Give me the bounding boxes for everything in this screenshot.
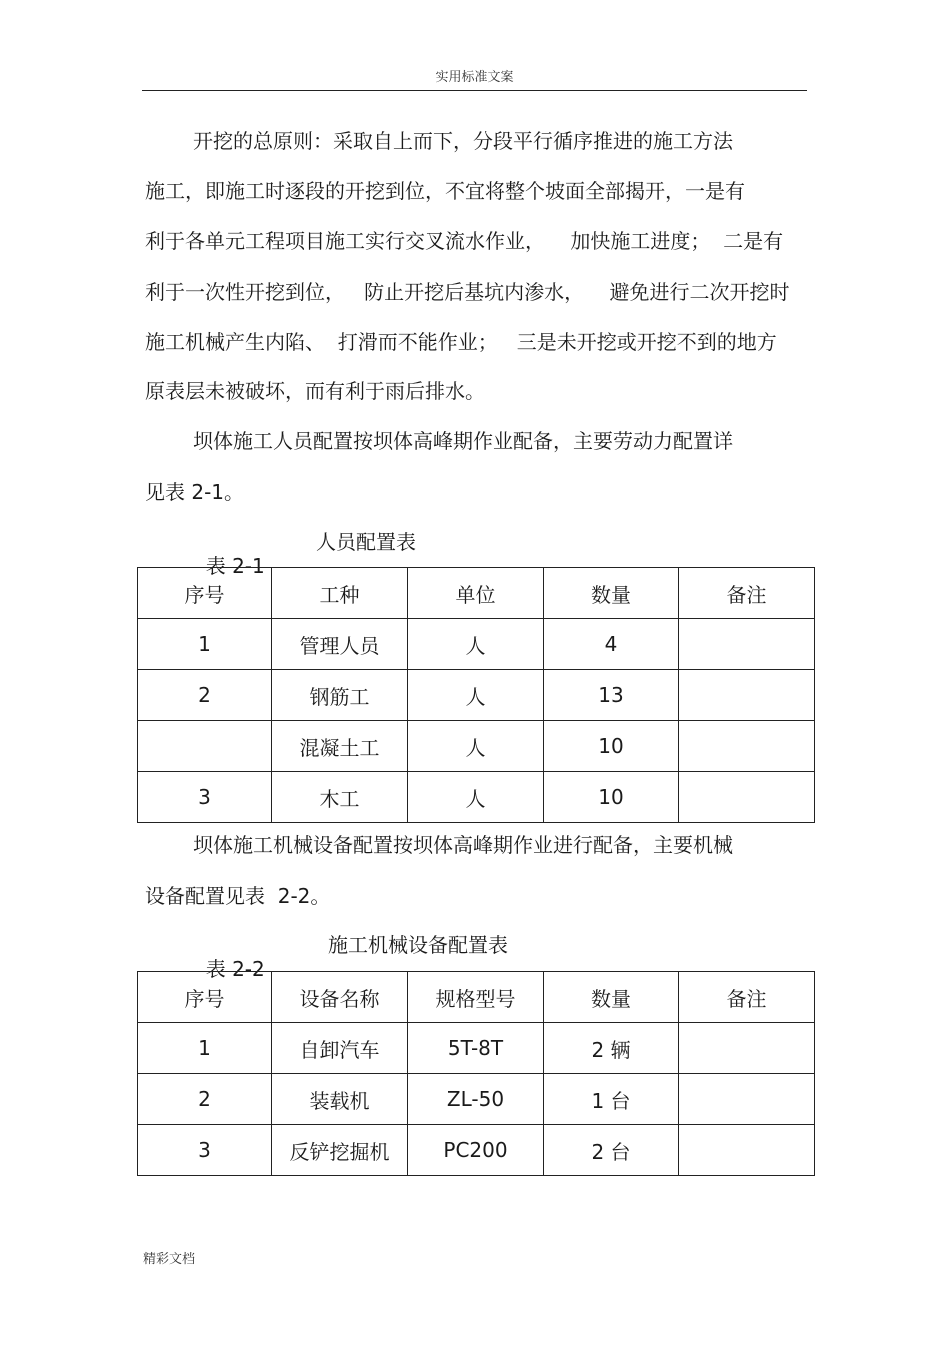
table-cell (679, 772, 815, 823)
table-cell: 人 (408, 721, 544, 772)
page-header: 实用标准文案 (435, 70, 514, 85)
table-cell: 混凝土工 (272, 721, 408, 772)
table-row (138, 1125, 815, 1176)
table-cell: 3 (138, 772, 272, 823)
table-row (138, 1074, 815, 1125)
table-row (138, 772, 815, 823)
header-cell: 规格型号 (408, 972, 544, 1023)
header-cell: 数量 (544, 972, 679, 1023)
table-cell: 13 (544, 670, 679, 721)
table-header-row (138, 972, 815, 1023)
table-cell: 1 台 (544, 1074, 679, 1125)
table-row (138, 1023, 815, 1074)
table-cell: 4 (544, 619, 679, 670)
paragraph-line: 见表 2-1。 (145, 480, 245, 504)
personnel-table (137, 567, 815, 823)
header-cell: 备注 (679, 568, 815, 619)
equipment-table (137, 971, 815, 1176)
paragraph-line: 施工，即施工时逐段的开挖到位，不宜将整个坡面全部揭开，一是有 (145, 179, 745, 203)
table-cell: 管理人员 (272, 619, 408, 670)
header-cell: 序号 (138, 568, 272, 619)
table-cell (138, 721, 272, 772)
table-cell: 木工 (272, 772, 408, 823)
table-cell: 钢筋工 (272, 670, 408, 721)
table-cell: 人 (408, 619, 544, 670)
paragraph-line: 开挖的总原则：采取自上而下，分段平行循序推进的施工方法 (193, 129, 733, 153)
table-cell: 2 辆 (544, 1023, 679, 1074)
paragraph-line: 利于各单元工程项目施工实行交叉流水作业， 加快施工进度； 二是有 (145, 229, 784, 253)
table-cell: 反铲挖掘机 (272, 1125, 408, 1176)
table-row (138, 670, 815, 721)
table-cell: 2 (138, 1074, 272, 1125)
table1-title: 人员配置表 (316, 530, 416, 554)
header-cell: 设备名称 (272, 972, 408, 1023)
table-cell: 人 (408, 670, 544, 721)
paragraph-line: 坝体施工人员配置按坝体高峰期作业配备，主要劳动力配置详 (193, 429, 733, 453)
paragraph-line: 施工机械产生内陷、 打滑而不能作业； 三是未开挖或开挖不到的地方 (145, 330, 777, 354)
table2-number: 表 2-2 (205, 957, 265, 981)
table-cell: 10 (544, 772, 679, 823)
table2-title: 施工机械设备配置表 (328, 933, 508, 957)
header-cell: 工种 (272, 568, 408, 619)
table-header-row (138, 568, 815, 619)
table-cell: 2 台 (544, 1125, 679, 1176)
table-cell (679, 1125, 815, 1176)
header-cell: 备注 (679, 972, 815, 1023)
table-cell: 自卸汽车 (272, 1023, 408, 1074)
table-cell: 2 (138, 670, 272, 721)
table-cell (679, 721, 815, 772)
table-cell: 1 (138, 619, 272, 670)
table-cell: PC200 (408, 1125, 544, 1176)
table-row (138, 619, 815, 670)
header-cell: 数量 (544, 568, 679, 619)
table-cell: 装载机 (272, 1074, 408, 1125)
header-cell: 单位 (408, 568, 544, 619)
table1-number: 表 2-1 (205, 554, 265, 578)
table-cell (679, 1074, 815, 1125)
header-divider (142, 90, 807, 91)
paragraph-line: 设备配置见表 2-2。 (145, 884, 331, 908)
table-cell: 10 (544, 721, 679, 772)
paragraph-line: 利于一次性开挖到位， 防止开挖后基坑内渗水， 避免进行二次开挖时 (145, 280, 790, 304)
table-cell (679, 670, 815, 721)
paragraph-line: 坝体施工机械设备配置按坝体高峰期作业进行配备，主要机械 (193, 833, 733, 857)
table-cell (679, 619, 815, 670)
table-cell: 5T-8T (408, 1023, 544, 1074)
table-row (138, 721, 815, 772)
paragraph-line: 原表层未被破坏，而有利于雨后排水。 (145, 379, 485, 403)
table-cell: 3 (138, 1125, 272, 1176)
table-cell: 1 (138, 1023, 272, 1074)
header-cell: 序号 (138, 972, 272, 1023)
table-cell: ZL-50 (408, 1074, 544, 1125)
page-footer: 精彩文档 (143, 1252, 196, 1267)
table-cell: 人 (408, 772, 544, 823)
table-cell (679, 1023, 815, 1074)
